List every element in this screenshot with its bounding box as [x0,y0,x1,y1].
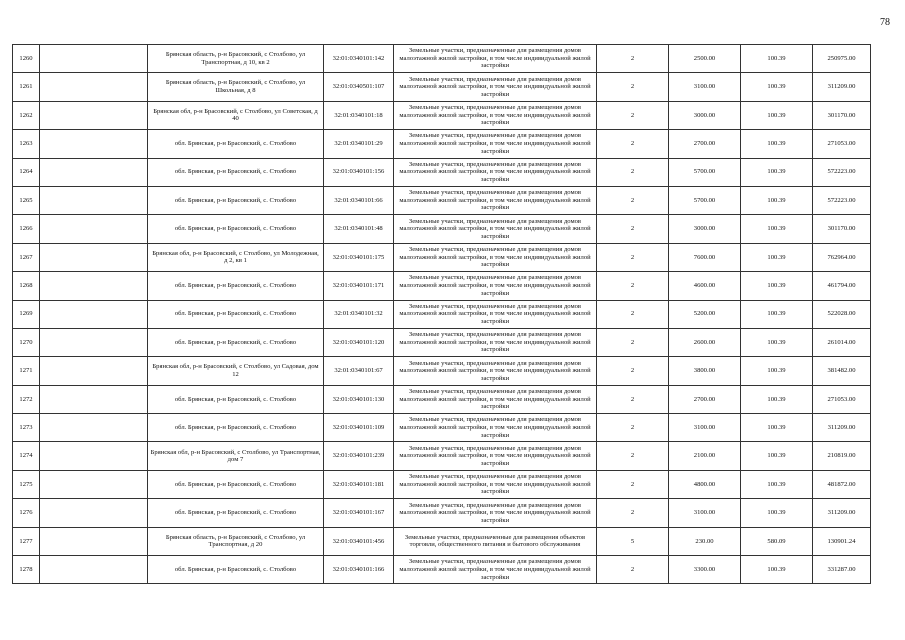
address-cell: Брянская обл, р-н Брасовский, с Столбово, ул Транспортная, дом 7 [148,442,324,470]
address-cell: обл. Брянская, р-н Брасовский, с. Столбово [148,470,324,498]
table-row [13,130,871,158]
row-number-cell: 1273 [13,414,40,442]
row-number-cell: 1267 [13,243,40,271]
row-number-cell: 1278 [13,556,40,584]
land-use-cell: Земельные участки, предназначенные для размещения домов малоэтажной жилой застройки, в том числе индивидуальной жилой застройки [394,414,597,442]
cadastral-value-cell: 572223.00 [813,186,871,214]
cadastral-number-cell: 32:01:0340101:48 [324,215,394,243]
specific-value-cell: 580.09 [741,527,813,555]
table-row [13,328,871,356]
area-cell: 2700.00 [669,130,741,158]
address-cell: Брянская область, р-н Брасовский, с Столбово, ул Школьная, д 8 [148,73,324,101]
specific-value-cell: 100.39 [741,300,813,328]
use-group-cell: 2 [597,499,669,527]
address-cell: Брянская обл, р-н Брасовский, с Столбово, ул Садовая, дом 12 [148,357,324,385]
empty-cell [40,556,148,584]
table-row [13,527,871,555]
cadastral-number-cell: 32:01:0340101:32 [324,300,394,328]
row-number-cell: 1261 [13,73,40,101]
address-cell: обл. Брянская, р-н Брасовский, с. Столбово [148,499,324,527]
land-use-cell: Земельные участки, предназначенные для размещения домов малоэтажной жилой застройки, в том числе индивидуальной жилой застройки [394,499,597,527]
area-cell: 3100.00 [669,73,741,101]
cadastral-number-cell: 32:01:0340101:156 [324,158,394,186]
land-use-cell: Земельные участки, предназначенные для размещения домов малоэтажной жилой застройки, в том числе индивидуальной жилой застройки [394,101,597,129]
cadastral-value-cell: 311209.00 [813,73,871,101]
area-cell: 2100.00 [669,442,741,470]
land-use-cell: Земельные участки, предназначенные для размещения домов малоэтажной жилой застройки, в том числе индивидуальной жилой застройки [394,470,597,498]
area-cell: 4800.00 [669,470,741,498]
land-use-cell: Земельные участки, предназначенные для размещения домов малоэтажной жилой застройки, в том числе индивидуальной жилой застройки [394,357,597,385]
area-cell: 3800.00 [669,357,741,385]
address-cell: Брянская область, р-н Брасовский, с Столбово, ул Транспортная, д 20 [148,527,324,555]
table-row [13,385,871,413]
address-cell: обл. Брянская, р-н Брасовский, с. Столбово [148,556,324,584]
specific-value-cell: 100.39 [741,45,813,73]
cadastral-value-cell: 271053.00 [813,130,871,158]
cadastral-value-cell: 461794.00 [813,272,871,300]
address-cell: обл. Брянская, р-н Брасовский, с. Столбово [148,186,324,214]
row-number-cell: 1260 [13,45,40,73]
cadastral-value-cell: 271053.00 [813,385,871,413]
use-group-cell: 2 [597,414,669,442]
empty-cell [40,186,148,214]
use-group-cell: 2 [597,357,669,385]
cadastral-value-cell: 130901.24 [813,527,871,555]
specific-value-cell: 100.39 [741,130,813,158]
use-group-cell: 2 [597,158,669,186]
row-number-cell: 1277 [13,527,40,555]
row-number-cell: 1270 [13,328,40,356]
area-cell: 230.00 [669,527,741,555]
table-row [13,470,871,498]
cadastral-number-cell: 32:01:0340101:142 [324,45,394,73]
use-group-cell: 2 [597,215,669,243]
land-use-cell: Земельные участки, предназначенные для размещения домов малоэтажной жилой застройки, в том числе индивидуальной жилой застройки [394,556,597,584]
cadastral-number-cell: 32:01:0340101:29 [324,130,394,158]
table-row [13,556,871,584]
use-group-cell: 2 [597,300,669,328]
empty-cell [40,45,148,73]
specific-value-cell: 100.39 [741,243,813,271]
table-row [13,414,871,442]
cadastral-number-cell: 32:01:0340101:175 [324,243,394,271]
land-use-cell: Земельные участки, предназначенные для размещения домов малоэтажной жилой застройки, в том числе индивидуальной жилой застройки [394,186,597,214]
table-row [13,73,871,101]
land-plots-table [12,44,871,584]
specific-value-cell: 100.39 [741,215,813,243]
address-cell: Брянская обл, р-н Брасовский, с Столбово, ул Молодежная, д 2, кв 1 [148,243,324,271]
cadastral-value-cell: 762964.00 [813,243,871,271]
empty-cell [40,499,148,527]
use-group-cell: 2 [597,101,669,129]
cadastral-value-cell: 481872.00 [813,470,871,498]
use-group-cell: 2 [597,243,669,271]
specific-value-cell: 100.39 [741,499,813,527]
cadastral-number-cell: 32:01:0340101:18 [324,101,394,129]
area-cell: 3100.00 [669,414,741,442]
area-cell: 2500.00 [669,45,741,73]
row-number-cell: 1263 [13,130,40,158]
land-use-cell: Земельные участки, предназначенные для размещения домов малоэтажной жилой застройки, в том числе индивидуальной жилой застройки [394,45,597,73]
cadastral-value-cell: 522028.00 [813,300,871,328]
empty-cell [40,385,148,413]
address-cell: обл. Брянская, р-н Брасовский, с. Столбово [148,328,324,356]
table-row [13,499,871,527]
cadastral-number-cell: 32:01:0340101:171 [324,272,394,300]
land-use-cell: Земельные участки, предназначенные для размещения домов малоэтажной жилой застройки, в том числе индивидуальной жилой застройки [394,215,597,243]
land-use-cell: Земельные участки, предназначенные для размещения домов малоэтажной жилой застройки, в том числе индивидуальной жилой застройки [394,385,597,413]
cadastral-number-cell: 32:01:0340101:181 [324,470,394,498]
row-number-cell: 1264 [13,158,40,186]
area-cell: 4600.00 [669,272,741,300]
table-row [13,442,871,470]
specific-value-cell: 100.39 [741,414,813,442]
table-row [13,215,871,243]
cadastral-number-cell: 32:01:0340101:130 [324,385,394,413]
cadastral-number-cell: 32:01:0340101:120 [324,328,394,356]
use-group-cell: 2 [597,45,669,73]
address-cell: обл. Брянская, р-н Брасовский, с. Столбово [148,414,324,442]
land-use-cell: Земельные участки, предназначенные для размещения домов малоэтажной жилой застройки, в том числе индивидуальной жилой застройки [394,73,597,101]
specific-value-cell: 100.39 [741,73,813,101]
empty-cell [40,272,148,300]
empty-cell [40,357,148,385]
use-group-cell: 2 [597,130,669,158]
row-number-cell: 1268 [13,272,40,300]
use-group-cell: 2 [597,186,669,214]
table-row [13,158,871,186]
land-use-cell: Земельные участки, предназначенные для размещения домов малоэтажной жилой застройки, в том числе индивидуальной жилой застройки [394,130,597,158]
row-number-cell: 1276 [13,499,40,527]
address-cell: обл. Брянская, р-н Брасовский, с. Столбово [148,130,324,158]
address-cell: обл. Брянская, р-н Брасовский, с. Столбово [148,215,324,243]
area-cell: 5700.00 [669,158,741,186]
specific-value-cell: 100.39 [741,158,813,186]
land-use-cell: Земельные участки, предназначенные для размещения домов малоэтажной жилой застройки, в том числе индивидуальной жилой застройки [394,158,597,186]
row-number-cell: 1266 [13,215,40,243]
use-group-cell: 5 [597,527,669,555]
land-use-cell: Земельные участки, предназначенные для размещения домов малоэтажной жилой застройки, в том числе индивидуальной жилой застройки [394,300,597,328]
row-number-cell: 1265 [13,186,40,214]
area-cell: 5200.00 [669,300,741,328]
cadastral-value-cell: 210819.00 [813,442,871,470]
row-number-cell: 1269 [13,300,40,328]
empty-cell [40,158,148,186]
cadastral-number-cell: 32:01:0340501:107 [324,73,394,101]
land-use-cell: Земельные участки, предназначенные для размещения домов малоэтажной жилой застройки, в том числе индивидуальной жилой застройки [394,243,597,271]
land-use-cell: Земельные участки, предназначенные для размещения домов малоэтажной жилой застройки, в том числе индивидуальной жилой застройки [394,272,597,300]
cadastral-value-cell: 331287.00 [813,556,871,584]
empty-cell [40,101,148,129]
empty-cell [40,243,148,271]
area-cell: 2600.00 [669,328,741,356]
table-row [13,243,871,271]
empty-cell [40,328,148,356]
empty-cell [40,130,148,158]
empty-cell [40,527,148,555]
table-row [13,101,871,129]
table-row [13,272,871,300]
row-number-cell: 1274 [13,442,40,470]
table-body [13,45,871,584]
table-row [13,186,871,214]
specific-value-cell: 100.39 [741,385,813,413]
specific-value-cell: 100.39 [741,357,813,385]
use-group-cell: 2 [597,73,669,101]
cadastral-value-cell: 311209.00 [813,499,871,527]
row-number-cell: 1271 [13,357,40,385]
land-use-cell: Земельные участки, предназначенные для размещения объектов торговли, общественного питания и бытового обслуживания [394,527,597,555]
area-cell: 3300.00 [669,556,741,584]
land-use-cell: Земельные участки, предназначенные для размещения домов малоэтажной жилой застройки, в том числе индивидуальной жилой застройки [394,442,597,470]
page-number: 78 [880,17,890,28]
cadastral-value-cell: 301170.00 [813,215,871,243]
area-cell: 3100.00 [669,499,741,527]
cadastral-value-cell: 261014.00 [813,328,871,356]
use-group-cell: 2 [597,556,669,584]
use-group-cell: 2 [597,385,669,413]
address-cell: Брянская обл, р-н Брасовский, с Столбово, ул Советская, д 40 [148,101,324,129]
use-group-cell: 2 [597,442,669,470]
area-cell: 2700.00 [669,385,741,413]
area-cell: 3000.00 [669,101,741,129]
table-row [13,45,871,73]
row-number-cell: 1272 [13,385,40,413]
table-row [13,300,871,328]
area-cell: 3000.00 [669,215,741,243]
cadastral-number-cell: 32:01:0340101:239 [324,442,394,470]
empty-cell [40,300,148,328]
specific-value-cell: 100.39 [741,186,813,214]
empty-cell [40,442,148,470]
specific-value-cell: 100.39 [741,470,813,498]
use-group-cell: 2 [597,328,669,356]
specific-value-cell: 100.39 [741,272,813,300]
cadastral-number-cell: 32:01:0340101:166 [324,556,394,584]
cadastral-value-cell: 311209.00 [813,414,871,442]
cadastral-value-cell: 572223.00 [813,158,871,186]
use-group-cell: 2 [597,470,669,498]
row-number-cell: 1275 [13,470,40,498]
address-cell: обл. Брянская, р-н Брасовский, с. Столбово [148,300,324,328]
cadastral-value-cell: 381482.00 [813,357,871,385]
cadastral-value-cell: 301170.00 [813,101,871,129]
specific-value-cell: 100.39 [741,442,813,470]
empty-cell [40,215,148,243]
empty-cell [40,414,148,442]
empty-cell [40,470,148,498]
address-cell: обл. Брянская, р-н Брасовский, с. Столбово [148,272,324,300]
address-cell: обл. Брянская, р-н Брасовский, с. Столбово [148,385,324,413]
cadastral-number-cell: 32:01:0340101:67 [324,357,394,385]
address-cell: обл. Брянская, р-н Брасовский, с. Столбово [148,158,324,186]
cadastral-number-cell: 32:01:0340101:167 [324,499,394,527]
area-cell: 5700.00 [669,186,741,214]
use-group-cell: 2 [597,272,669,300]
address-cell: Брянская область, р-н Брасовский, с Столбово, ул Транспортная, д 10, кв 2 [148,45,324,73]
specific-value-cell: 100.39 [741,328,813,356]
row-number-cell: 1262 [13,101,40,129]
land-use-cell: Земельные участки, предназначенные для размещения домов малоэтажной жилой застройки, в том числе индивидуальной жилой застройки [394,328,597,356]
specific-value-cell: 100.39 [741,556,813,584]
cadastral-number-cell: 32:01:0340101:456 [324,527,394,555]
table-row [13,357,871,385]
cadastral-value-cell: 250975.00 [813,45,871,73]
cadastral-number-cell: 32:01:0340101:66 [324,186,394,214]
cadastral-number-cell: 32:01:0340101:109 [324,414,394,442]
area-cell: 7600.00 [669,243,741,271]
empty-cell [40,73,148,101]
specific-value-cell: 100.39 [741,101,813,129]
